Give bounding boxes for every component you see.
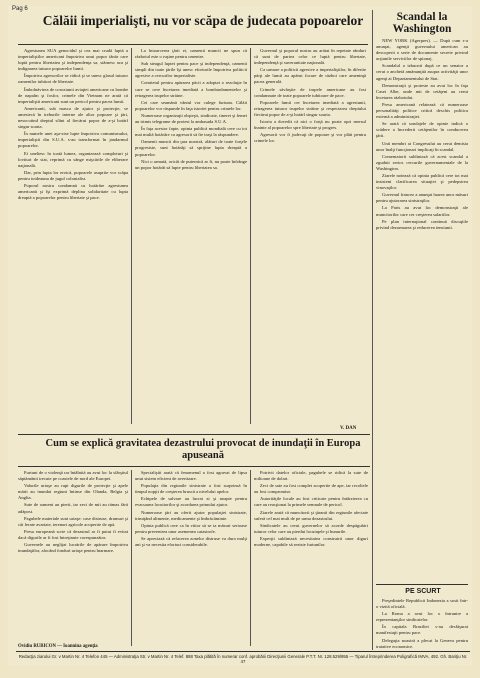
- paragraph: NEW YORK (Agerpres). — După cum s-a anunţat, agenţii guvernului american au descoperit o serie de documente secrete privind acţiunile serviciilor de spionaj.: [376, 38, 468, 62]
- paragraph: Comentatorii subliniază că acest scandal a zguduit serios cercurile guvernamentale de la Washington.: [376, 153, 468, 171]
- paragraph: Valurile uriaşe au rupt digurile de protecţie şi apele mării au inundat regiuni întinse din Olanda, Belgia şi Anglia.: [18, 483, 128, 501]
- paragraph: Demonstraţii şi proteste au avut loc în faţa Casei Albe, unde mii de cetăţeni au cerut încetarea războiului.: [376, 82, 468, 100]
- paragraph: Îmbolnăvirea de coroziunii aviaţiei americane cu bombe de napalm şi fosfor, crimele din Vietnam ne arată că imperialiştii americani sunt un pericol pentru pacea lumii.: [18, 86, 128, 104]
- column-divider: [131, 48, 132, 424]
- article-column-2: [135, 48, 247, 424]
- pescurt-heading: PE SCURT: [405, 588, 441, 595]
- sidebar-headline: Scandal la Washington: [392, 11, 452, 35]
- section-rule: [18, 434, 370, 435]
- paragraph: Se apreciază că refacerea zonelor distruse va dura mulţi ani şi va necesita eforturi considerabile.: [135, 535, 247, 548]
- paragraph: În numele unei aşa-zise lupte împotriva comunismului, imperialiştii din S.U.A. s-au transformat în jandarmul popoarelor.: [18, 131, 128, 149]
- paragraph: Agresorii vor fi judecaţi de popoare şi vor plăti pentru crimele lor.: [254, 132, 366, 144]
- paragraph: Delegaţia noastră a plecat la Geneva pentru tratative economice.: [376, 637, 468, 649]
- paragraph: Numeroase ţări au oferit ajutor populaţiei sinistrate, trimiţând alimente, medicamente şi îmbrăcăminte.: [135, 509, 247, 521]
- column-divider: [250, 48, 251, 424]
- paragraph: Se arată că sondajele de opinie indică o scădere a încrederii cetăţenilor în conducerea ţării.: [376, 121, 468, 139]
- paragraph: Sute de oameni au pierit, iar zeci de mii au rămas fără adăpost.: [18, 502, 128, 514]
- paragraph: Crimele săvârşite de trupele americane au fost condamnate de toate popoarele iubitoare de pace.: [254, 86, 366, 98]
- paragraph: Popoarele lumii cer încetarea imediată a agresiunii, retragerea tuturor trupelor străine şi respectarea dreptului fiecărui popor de a-şi hotărî singur soarta.: [254, 99, 366, 117]
- paragraph: Unii membri ai Congresului au cerut demisia unor înalţi funcţionari implicaţi în scandal.: [376, 140, 468, 152]
- article-headline: Călăii imperialişti, nu vor scăpa de judecata popoarelor: [42, 13, 364, 28]
- paragraph: Dar, prin lupta lor eroică, popoarele asuprite vor scăpa pentru totdeauna de jugul colonialist.: [18, 169, 128, 181]
- page-number: Pag 6: [12, 6, 28, 12]
- article-column-1: [18, 470, 128, 642]
- paragraph: Specialiştii arată că fenomenul a fost agravat de lipsa unui sistem eficient de avertizare.: [135, 470, 247, 482]
- paragraph: La Paris au avut loc demonstraţii ale muncitorilor care cer creşterea salariilor.: [376, 205, 468, 217]
- paragraph: Agresiunea SUA genocidul şi cea mai crudă luptă a imperialiştilor americani împotriva unui popor tânăr care luptă pentru libertatea şi independenţa sa, stârnesc ura şi indignarea tuturor popoarelor lumii.: [18, 48, 128, 72]
- paragraph: Scandalul a izbucnit după ce un senator a cerut o anchetă amănunţită asupra activităţii unor agenţi ai Departamentului de Stat.: [376, 63, 468, 81]
- column-divider: [250, 470, 251, 646]
- headline-rule: [18, 44, 368, 45]
- paragraph: Ca urmare a politicii agresive a imperialiştilor, în diferite părţi ale lumii au apărut focare de război care ameninţă pacea generală.: [254, 67, 366, 85]
- paragraph: Potrivit datelor oficiale, pagubele se ridică la sute de milioane de dolari.: [254, 470, 368, 482]
- paragraph: Poporul nostru condamnă cu hotărâre agresiunea americană şi îşi exprimă deplina solidaritate cu lupta dreaptă a popoarelor pentru libertate şi pace.: [18, 182, 128, 201]
- article-byline: Ovidiu RUBICON — Ioannina agenţia: [18, 644, 98, 649]
- pescurt-column: [376, 598, 468, 650]
- paragraph: În faţa acestor fapte, opinia publică mondială cere cu tot mai multă hotărâre ca agresorii să fie traşi la răspundere.: [135, 126, 247, 138]
- paragraph: Istoria a dovedit că nici o forţă nu poate opri mersul înainte al popoarelor spre libertate şi progres.: [254, 119, 366, 131]
- newspaper-page: [8, 6, 472, 666]
- paragraph: Împotriva agresorilor se ridică şi se unesc glasul tuturor oamenilor iubitori de libertate.: [18, 73, 128, 85]
- paragraph: Presa americană relatează că numeroase personalităţi politice critică deschis politica externă a administraţiei.: [376, 101, 468, 120]
- paragraph: Furtuni de o violenţă rar întâlnită au avut loc la sfârşitul săptămânii trecute pe coastele de nord ale Europei.: [18, 470, 128, 482]
- paragraph: Cei care seamănă vântul vor culege furtuna. Călăii popoarelor vor răspunde în faţa istoriei pentru crimele lor.: [135, 99, 247, 111]
- paragraph: Zeci de sate au fost complet acoperite de ape, iar recoltele au fost compromise.: [254, 483, 368, 495]
- paragraph: Sub steagul luptei pentru pace şi independenţă, oamenii simpli din toate ţările îşi unesc eforturile împotriva politicii agresive a cercurilor imperialiste.: [135, 61, 247, 79]
- article-signature: V. DAN: [340, 426, 357, 431]
- sidebar-divider: [372, 10, 373, 650]
- paragraph: Presa europeană scrie că dezastrul ar fi putut fi evitat dacă digurile ar fi fost întreţinute corespunzător.: [18, 528, 128, 540]
- paragraph: Opinia publică cere ca în viitor să se ia măsuri serioase pentru prevenirea unor asemenea catastrofe.: [135, 522, 247, 534]
- paragraph: Comitetul pentru apărarea păcii a adoptat o rezoluţie în care se cere încetarea imediată a bombardamentelor şi retragerea trupelor străine.: [135, 80, 247, 98]
- paragraph: La întoarcerea ţării ei, oamenii muncii ne spun că războiul este o ruşine pentru omenire.: [135, 48, 247, 60]
- footer-rule: [16, 651, 470, 652]
- article-column-3: [254, 48, 366, 420]
- paragraph: Preşedintele Republicii Indonezia a sosit într-o vizită oficială.: [376, 598, 468, 610]
- paragraph: Ei uneltesc în toată lumea, organizează comploturi şi lovituri de stat, reprimă cu sânge mişcările de eliberare naţională.: [18, 150, 128, 168]
- paragraph: Experţii subliniază necesitatea construirii unor diguri moderne, capabile să reziste furtunilor.: [254, 535, 368, 548]
- paragraph: Autorităţile locale au fost criticate pentru întârzierea cu care au reacţionat la primele semnale de pericol.: [254, 496, 368, 508]
- pescurt-rule: [376, 584, 468, 585]
- paragraph: La Roma a avut loc o întrunire a reprezentanţilor sindicatelor.: [376, 611, 468, 623]
- paragraph: Ziarele notează că opinia publică cere tot mai insistent clarificarea situaţiei şi pedepsirea vinovaţilor.: [376, 172, 468, 191]
- paragraph: Nici o armată, oricât de puternică ar fi, nu poate înfrânge un popor hotărât să lupte pentru libertatea sa.: [135, 158, 247, 170]
- paragraph: Echipele de salvare au lucrat zi şi noapte pentru evacuarea locuitorilor şi acordarea primului ajutor.: [135, 496, 247, 508]
- article-column-1: [18, 48, 128, 424]
- headline-rule: [18, 466, 370, 467]
- paragraph: Pe plan internaţional continuă discuţiile privind dezarmarea şi reducerea tensiunii.: [376, 218, 468, 230]
- paragraph: Americanii, sub masca de ajutor şi protecţie, se amestecă în treburile interne ale altor popoare şi ţări, nesocotind dreptul sfânt al fiecărui popor de a-şi hotărî singur soarta.: [18, 105, 128, 130]
- paragraph: Guvernele au neglijat lucrările de apărare împotriva inundaţiilor, alocând fonduri uriaşe pentru înarmare.: [18, 542, 128, 554]
- sidebar-column: [376, 38, 468, 578]
- paragraph: Guvernul francez a anunţat luarea unor măsuri pentru ajutorarea sinistraţilor.: [376, 192, 468, 204]
- column-divider: [131, 470, 132, 646]
- article-column-3: [254, 470, 368, 648]
- paragraph: Oamenii muncii din ţara noastră, alături de toate forţele progresiste, sunt hotărâţi să sprijine lupta dreaptă a popoarelor.: [135, 139, 247, 157]
- paragraph: Guvernul şi poporul nostru au arătat în repetate rânduri că sunt de partea celor ce luptă pentru libertate, independenţă şi suveranitate naţională.: [254, 48, 366, 66]
- article-headline: Cum se explică gravitatea dezastrului provocat de inundaţii în Europa apuseană: [45, 438, 361, 461]
- paragraph: În capitala Braziliei s-au desfăşurat manifestaţii pentru pace.: [376, 624, 468, 636]
- paragraph: Pagubele materiale sunt uriaşe: case distruse, drumuri şi căi ferate avariate, terenuri agricole acoperite de apă.: [18, 515, 128, 527]
- paragraph: Ziarele arată că muncitorii şi ţăranii din regiunile afectate suferă cel mai mult de pe urma dezastrului.: [254, 509, 368, 521]
- page-footer: Redacţia ziarului Gr. v Martin Nr. 4 Telefon 445 — Administraţia Str. v Martin Nr. 4 Telef. 888 Taxa plătită în numerar conf. aprobării Direcţiunii Generale P.T.T. Nr. 128.529/955 — Tiparul Întreprinderea Poligrafică IMVA, 492. Gh. Bariţiu Nr. 47: [18, 654, 468, 665]
- article-column-2: [135, 470, 247, 648]
- paragraph: Numeroase organizaţii obşteşti, sindicate, tineret şi femei au trimis telegrame de protest la ambasada S.U.A.: [135, 112, 247, 125]
- paragraph: Sindicatele au cerut guvernelor să acorde despăgubiri tuturor celor care au pierdut locuinţele şi bunurile.: [254, 522, 368, 534]
- paragraph: Populaţia din regiunile sinistrate a fost surprinsă în timpul nopţii de creşterea bruscă a nivelului apelor.: [135, 483, 247, 495]
